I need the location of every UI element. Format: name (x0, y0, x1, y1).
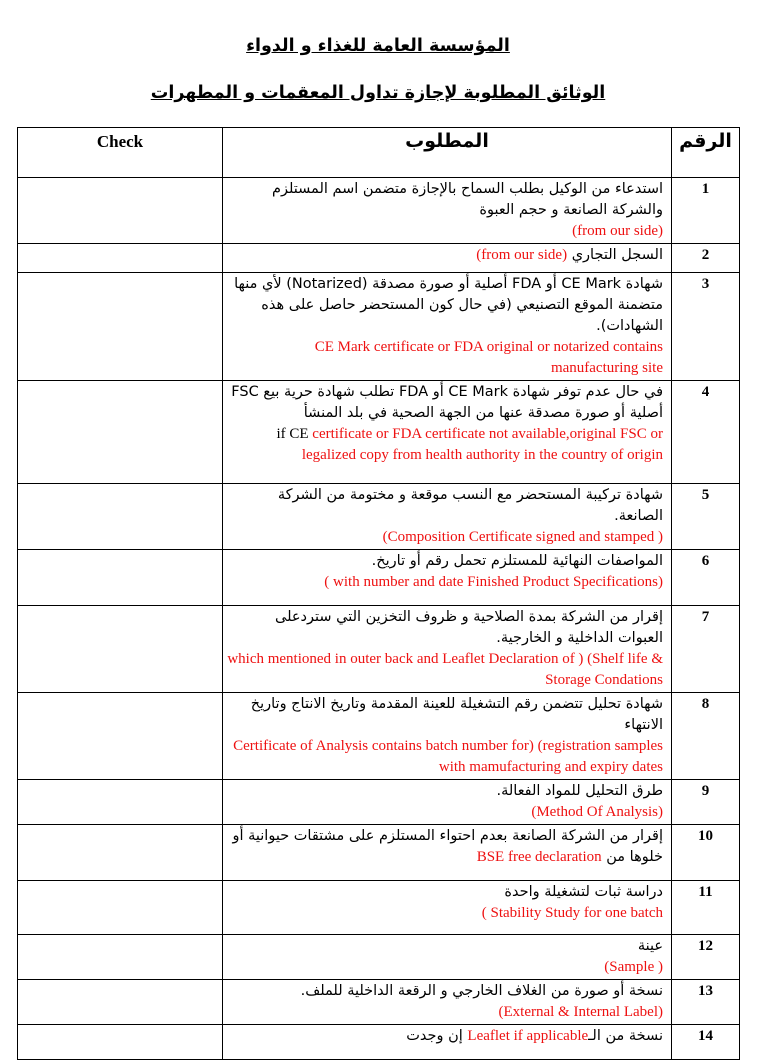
check-cell[interactable] (18, 381, 223, 484)
requirement-english: (from our side) (572, 223, 663, 239)
requirement-english: if CE certificate or FDA certificate not available,original FSC or legalized copy from health authority in the country of origin (276, 426, 663, 463)
table-row (18, 935, 740, 980)
table-row (18, 273, 740, 381)
check-cell[interactable] (18, 550, 223, 606)
row-number: 14 (672, 1025, 740, 1060)
check-cell[interactable] (18, 980, 223, 1025)
requirement-cell (223, 244, 672, 273)
table-row (18, 244, 740, 273)
row-number: 1 (672, 178, 740, 244)
table-row (18, 178, 740, 244)
row-number: 6 (672, 550, 740, 606)
check-cell[interactable] (18, 1025, 223, 1060)
check-cell[interactable] (18, 484, 223, 550)
requirement-arabic: السجل التجاري (from our side) (476, 247, 663, 263)
table-row (18, 550, 740, 606)
check-cell[interactable] (18, 273, 223, 381)
check-cell[interactable] (18, 780, 223, 825)
organization-title: المؤسسة العامة للغذاء و الدواء (246, 36, 510, 56)
requirement-cell (223, 1025, 672, 1060)
row-number: 9 (672, 780, 740, 825)
requirement-arabic: إقرار من الشركة بمدة الصلاحية و ظروف التخزين التي ستردعلى العبوات الداخلية و الخارجية. (274, 609, 663, 646)
requirement-english: CE Mark certificate or FDA original or notarized contains manufacturing site (314, 339, 663, 376)
requirement-english: Leaflet if applicable (467, 1028, 589, 1044)
requirement-arabic: إقرار من الشركة الصانعة بعدم احتواء المستلزم على مشتقات حيوانية أو خلوها من BSE free declaration (232, 828, 663, 865)
requirement-cell (223, 980, 672, 1025)
requirement-cell (223, 881, 672, 935)
requirement-arabic: عينة (637, 938, 663, 954)
requirement-cell (223, 273, 672, 381)
row-number: 4 (672, 381, 740, 484)
table-row (18, 484, 740, 550)
row-number: 2 (672, 244, 740, 273)
row-number: 7 (672, 606, 740, 693)
requirement-cell (223, 606, 672, 693)
requirement-arabic: في حال عدم توفر شهادة CE Mark أو FDA تطلب شهادة حرية بيع FSC أصلية أو صورة مصدقة عنها من الجهة الصحية في بلد المنشأ (231, 384, 663, 421)
requirement-arabic: شهادة تحليل تتضمن رقم التشغيلة للعينة المقدمة وتاريخ الانتاج وتاريخ الانتهاء (250, 696, 663, 733)
table-row (18, 693, 740, 780)
table-row (18, 825, 740, 881)
requirement-cell (223, 381, 672, 484)
requirement-english: ( Sample) (604, 959, 663, 975)
row-number: 8 (672, 693, 740, 780)
requirement-english: (from our side) (476, 247, 568, 263)
requirement-english: (Method Of Analysis) (531, 804, 663, 820)
row-number: 11 (672, 881, 740, 935)
check-cell[interactable] (18, 693, 223, 780)
required-column-header: المطلوب (223, 128, 672, 178)
requirement-arabic: دراسة ثبات لتشغيلة واحدة (504, 884, 663, 900)
requirement-arabic: نسخة من الـLeaflet if applicable إن وجدت (406, 1028, 663, 1044)
requirement-english: Certificate of Analysis contains batch number for) (registration samples with mamufacturing and expiry dates (233, 738, 663, 775)
requirement-arabic: شهادة تركيبة المستحضر مع النسب موقعة و مختومة من الشركة الصانعة. (277, 487, 663, 524)
requirement-cell (223, 825, 672, 881)
requirement-cell (223, 178, 672, 244)
table-row (18, 381, 740, 484)
requirement-arabic: شهادة CE Mark أو FDA أصلية أو صورة مصدقة (Notarized) لأي منها متضمنة الموقع التصنيعي (في حال كون المستحضر حاصل على هذه الشهادات). (234, 276, 663, 334)
requirement-arabic: المواصفات النهائية للمستلزم تحمل رقم أو تاريخ. (371, 553, 663, 569)
row-number: 13 (672, 980, 740, 1025)
document-title: الوثائق المطلوبة لإجازة تداول المعقمات و المطهرات (150, 83, 606, 103)
requirements-table (17, 127, 740, 1060)
check-cell[interactable] (18, 935, 223, 980)
requirement-english: ( Composition Certificate signed and stamped) (382, 529, 663, 545)
requirement-english: Stability Study for one batch ) (481, 905, 663, 921)
row-number: 12 (672, 935, 740, 980)
requirement-english: (with number and date Finished Product Specifications ) (324, 574, 663, 590)
check-cell[interactable] (18, 178, 223, 244)
requirement-arabic: نسخة أو صورة من الغلاف الخارجي و الرقعة الداخلية للملف. (300, 983, 663, 999)
check-column-header: Check (18, 128, 223, 178)
requirement-arabic: استدعاء من الوكيل بطلب السماح بالإجازة متضمن اسم المستلزم والشركة الصانعة و حجم العبوة (271, 181, 663, 218)
check-cell[interactable] (18, 606, 223, 693)
requirement-arabic: طرق التحليل للمواد الفعالة. (496, 783, 663, 799)
row-number: 5 (672, 484, 740, 550)
requirement-cell (223, 780, 672, 825)
check-cell[interactable] (18, 881, 223, 935)
table-row (18, 881, 740, 935)
requirement-english: BSE free declaration (476, 849, 602, 865)
check-cell[interactable] (18, 825, 223, 881)
table-row (18, 606, 740, 693)
requirement-english: (External & Internal Label) (498, 1004, 663, 1020)
requirement-cell (223, 693, 672, 780)
row-number: 3 (672, 273, 740, 381)
requirement-cell (223, 484, 672, 550)
requirement-cell (223, 550, 672, 606)
row-number: 10 (672, 825, 740, 881)
requirement-cell (223, 935, 672, 980)
table-row (18, 1025, 740, 1060)
table-row (18, 780, 740, 825)
table-row (18, 980, 740, 1025)
check-cell[interactable] (18, 244, 223, 273)
requirement-english: which mentioned in outer back and Leaflet Declaration of ) (Shelf life & Storage Condations (227, 651, 663, 688)
number-column-header: الرقم (672, 128, 740, 178)
